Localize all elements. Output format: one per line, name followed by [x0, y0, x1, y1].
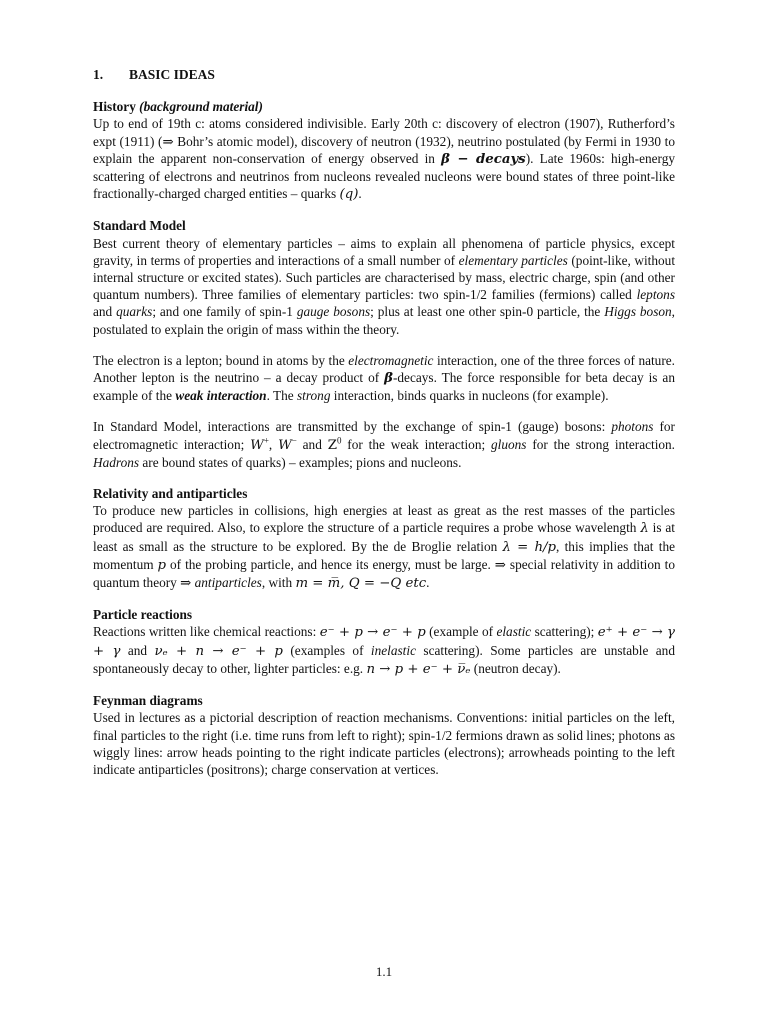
reaction-annihilation: e⁺ + e⁻ → γ + γ — [93, 625, 675, 659]
de-broglie-relation: λ = h/p — [502, 539, 557, 555]
z0-boson: Z — [327, 437, 337, 453]
sm-italic-term: weak interaction — [175, 388, 267, 404]
standard-model-heading: Standard Model — [93, 218, 186, 234]
react-text: Reactions written like chemical reactions: — [93, 624, 320, 640]
history-heading — [93, 98, 675, 115]
rel-text: is at least as small as the structure to be explored. By the de Broglie relation — [93, 520, 675, 554]
momentum-symbol: p — [157, 557, 167, 573]
w-plus-boson: W — [250, 437, 264, 453]
rel-text: of the probing particle, and hence its energy, must be large. ⇒ special relativity in addition to quantum theory ⇒ — [93, 556, 675, 591]
standard-model-paragraph-1 — [93, 235, 675, 338]
section-reactions — [93, 606, 675, 678]
rel-text: , this implies that the momentum — [93, 538, 675, 572]
rel-text: . — [426, 575, 430, 591]
react-text: (example of — [425, 624, 497, 640]
sm-text: interaction, binds quarks in nucleons (for example). — [330, 388, 609, 404]
sm-text: are bound states of quarks) – examples; pions and nucleons. — [139, 454, 462, 470]
z0-sup: 0 — [336, 435, 342, 446]
sm-text: for the strong interaction. — [526, 436, 676, 452]
paragraph-electron — [93, 352, 675, 405]
react-italic-term: inelastic — [370, 642, 416, 658]
history-heading-text: History — [93, 99, 136, 115]
sm-text: and — [93, 304, 117, 320]
sm-italic-term: Hadrons — [93, 454, 140, 470]
sm-italic-term: gauge bosons — [296, 304, 371, 320]
page-number: 1.1 — [375, 964, 393, 979]
history-end: . — [358, 186, 362, 202]
sm-text: Best current theory of elementary particles – aims to explain all phenomena of particle physics, except gravity, in terms of properties and interactions of a small number of — [93, 235, 675, 268]
feynman-heading: Feynman diagrams — [93, 693, 203, 709]
sm-text: . The — [266, 388, 297, 404]
sm-text: , — [268, 436, 279, 452]
reaction-neutron-decay: n → p + e⁻ + ν̅ₑ — [366, 661, 471, 677]
section-feynman — [93, 692, 675, 778]
history-text-1: Up to end of 19th c: atoms considered indivisible. Early 20th c: discovery of electron (1907), Rutherford’s expt (1911) (⇒ Bohr’s atomic model), discovery of neutron (1932), neutrino postulated (by Fermi in 1930 to explain the apparent non-conservation of energy observed in — [93, 116, 675, 166]
w-minus-sup: − — [291, 435, 297, 446]
sm-italic-term: Higgs boson — [604, 304, 672, 320]
history-paragraph — [93, 115, 675, 203]
rel-italic-term: antiparticles — [194, 575, 262, 591]
react-text: scattering); — [531, 624, 598, 640]
standard-model-paragraph-3 — [93, 418, 675, 471]
section-standard-model — [93, 217, 675, 337]
w-plus-sup: + — [263, 435, 269, 446]
sm-text: for electromagnetic interaction; — [93, 419, 675, 452]
section-history — [93, 98, 675, 203]
w-minus-boson: W — [278, 437, 292, 453]
feynman-paragraph: Used in lectures as a pictorial description of reaction mechanisms. Conventions: initial particles on the left, final particles to the right (i.e. time runs from left to right); spin-1/2 fermions drawn as solid lines; photons as wiggly lines: arrow heads pointing to the right indicate particles (electrons); arrowheads pointing to the left indicate antiparticles (positrons); charge conservation at vertices. — [93, 710, 675, 777]
reactions-paragraph — [93, 623, 675, 678]
sm-text: -decays. The force responsible for beta decay is an example of the — [93, 370, 675, 404]
history-text-2: ). Late 1960s: high-energy scattering of electrons and neutrinos from nucleons revealed nucleons were bound states of three point-like fractionally-charged charged entities – quarks — [93, 150, 676, 202]
sm-italic-term: electromagnetic — [348, 352, 434, 368]
chapter-title: BASIC IDEAS — [129, 67, 215, 82]
sm-text: interaction, one of the three forces of nature. Another lepton is the neutrino – a decay product of — [93, 352, 675, 386]
lambda-symbol: λ — [640, 521, 649, 537]
sm-italic-term: gluons — [491, 436, 527, 452]
antiparticle-relation: m = m̅, Q = −Q etc — [295, 576, 427, 592]
sm-text: (point-like, without internal structure or excited states). Such particles are characterised by mass, electric charge, spin (and other quantum numbers). Three families of elementary particles: two spin-1/2 families (fermions) called — [93, 252, 676, 303]
chapter-number: 1. — [93, 67, 104, 82]
rel-text: To produce new particles in collisions, high energies at least as great as the rest masses of the particles produced are required. Also, to explore the structure of a particle requires a probe whose wavelength — [93, 503, 675, 536]
sm-italic-term: strong — [296, 388, 331, 404]
reaction-neutrino: νₑ + n → e⁻ + p — [154, 643, 283, 659]
sm-text: ; plus at least one other spin-0 particle, the — [370, 304, 605, 320]
relativity-heading: Relativity and antiparticles — [93, 486, 248, 502]
reaction-elastic: e⁻ + p → e⁻ + p — [319, 625, 426, 641]
sm-text: In Standard Model, interactions are transmitted by the exchange of spin-1 (gauge) bosons: — [93, 419, 612, 435]
relativity-paragraph — [93, 502, 675, 592]
document-page — [93, 66, 675, 792]
react-text: scattering). Some particles are unstable and spontaneously decay to other, lighter particles: e.g. — [93, 642, 675, 676]
rel-text: , with — [261, 575, 296, 591]
react-italic-term: elastic — [496, 624, 532, 640]
sm-text: , postulated to explain the origin of mass within the theory. — [93, 304, 675, 337]
react-text: and — [120, 642, 155, 658]
sm-text: for the weak interaction; — [341, 436, 492, 452]
quark-symbol: (q) — [339, 187, 359, 203]
section-relativity — [93, 485, 675, 592]
sm-text: The electron is a lepton; bound in atoms by the — [93, 352, 349, 368]
paragraph-bosons — [93, 418, 675, 471]
sm-text: and — [296, 436, 328, 452]
sm-italic-term: leptons — [636, 287, 675, 303]
sm-italic-term: elementary particles — [458, 252, 568, 268]
chapter-heading — [93, 66, 675, 83]
react-text: (examples of — [282, 642, 371, 658]
beta-decays-term: β − decays — [441, 151, 526, 167]
react-text: (neutron decay). — [470, 660, 561, 676]
history-heading-italic: (background material) — [139, 99, 263, 115]
reactions-heading: Particle reactions — [93, 607, 193, 623]
standard-model-paragraph-2 — [93, 352, 675, 405]
sm-text: ; and one family of spin-1 — [152, 304, 297, 320]
sm-italic-term: photons — [611, 419, 654, 435]
sm-italic-term: quarks — [116, 304, 153, 320]
beta-symbol: β — [384, 371, 393, 387]
